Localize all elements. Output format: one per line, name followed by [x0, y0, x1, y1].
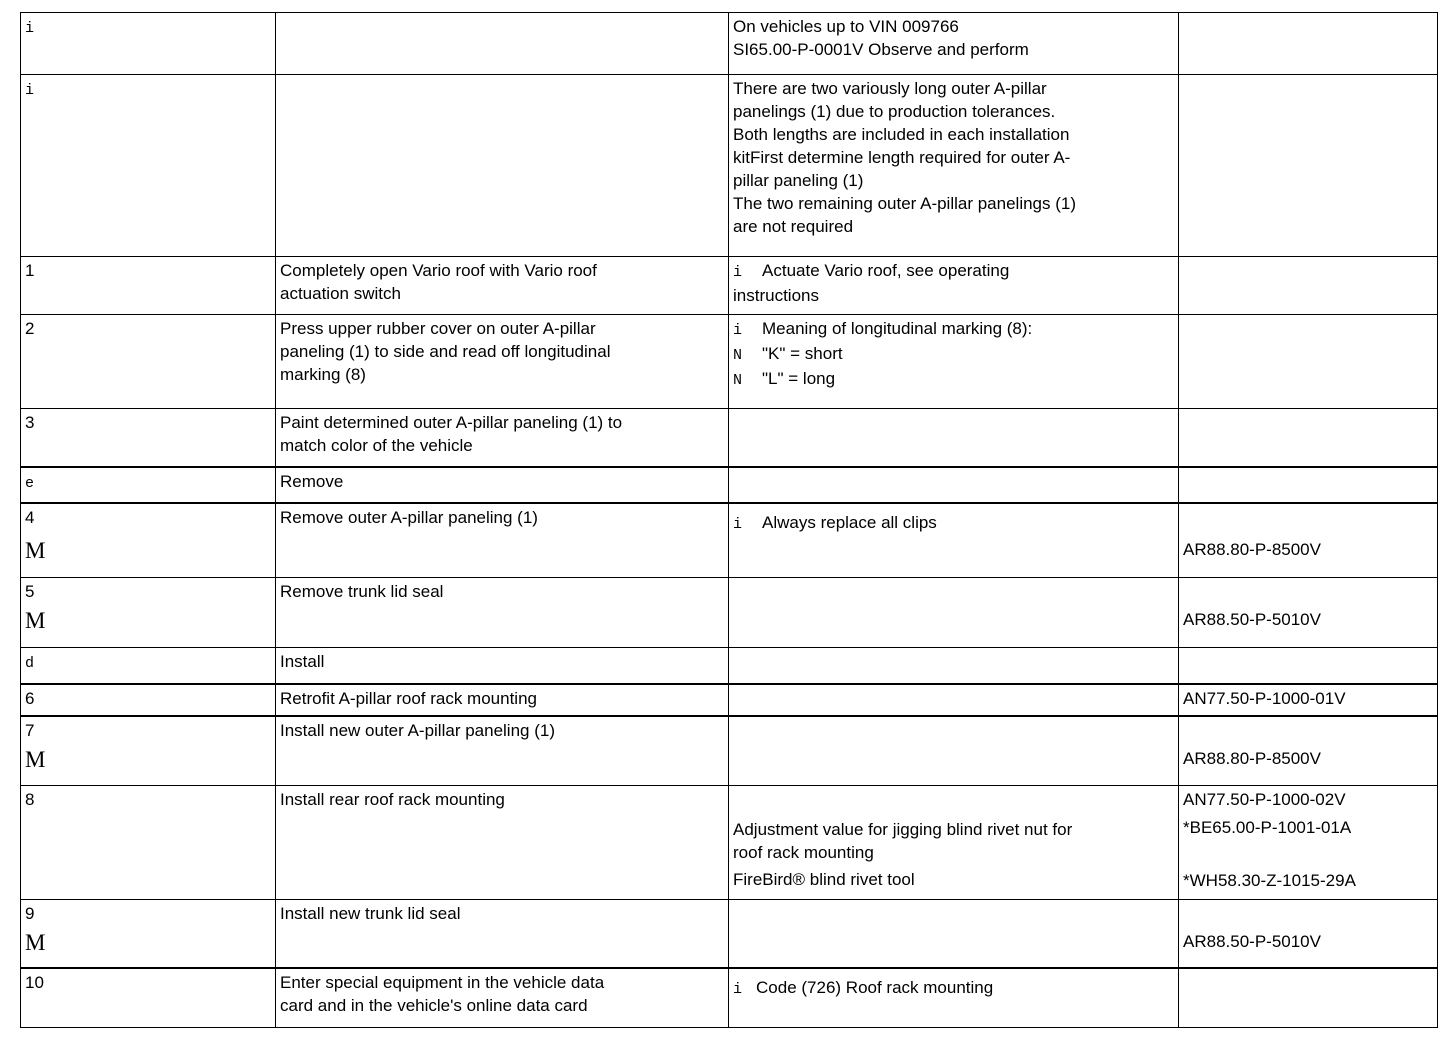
reference-cell — [1179, 257, 1438, 315]
note-text: instructions — [733, 286, 819, 305]
note-text: Adjustment value for jigging blind rivet nut for — [733, 820, 1073, 839]
notes-cell — [729, 968, 1179, 1028]
notes-cell — [729, 467, 1179, 503]
note-text: On vehicles up to VIN 009766 — [733, 17, 959, 36]
action-text: card and in the vehicle's online data card — [280, 995, 588, 1015]
step-number: 1 — [25, 261, 35, 280]
info-icon: i — [733, 322, 743, 339]
notes-cell — [729, 13, 1179, 75]
step-number: 4 — [25, 507, 35, 527]
table-row — [21, 75, 1438, 257]
table-row — [21, 900, 1438, 968]
notes-cell — [729, 648, 1179, 684]
note-text: SI65.00-P-0001V Observe and perform — [733, 40, 1029, 59]
note-text: FireBird® blind rivet tool — [733, 870, 915, 889]
action-cell — [276, 257, 729, 315]
table-row — [21, 13, 1438, 75]
manual-icon: M — [25, 608, 46, 633]
action-cell — [276, 968, 729, 1028]
section-heading: Remove — [280, 471, 344, 491]
action-text: match color of the vehicle — [280, 436, 473, 455]
info-icon: i — [733, 264, 743, 281]
note-bullet-icon: N — [733, 372, 743, 389]
reference-cell — [1179, 315, 1438, 409]
table-row — [21, 716, 1438, 786]
table-row — [21, 503, 1438, 578]
reference-cell — [1179, 786, 1438, 900]
reference-cell — [1179, 716, 1438, 786]
action-text: Press upper rubber cover on outer A-pillar — [280, 319, 596, 338]
note-text: roof rack mounting — [733, 843, 874, 862]
action-text: Install new trunk lid seal — [280, 904, 461, 923]
action-text: Completely open Vario roof with Vario roof — [280, 261, 597, 280]
step-number: 5 — [25, 582, 35, 601]
action-text: marking (8) — [280, 365, 366, 384]
table-row — [21, 684, 1438, 716]
action-cell — [276, 648, 729, 684]
notes-cell — [729, 257, 1179, 315]
action-text: Enter special equipment in the vehicle data — [280, 972, 605, 992]
step-cell — [21, 684, 276, 716]
table-row — [21, 968, 1438, 1028]
step-cell — [21, 315, 276, 409]
table-row — [21, 315, 1438, 409]
reference-link[interactable]: *WH58.30-Z-1015-29A — [1183, 871, 1356, 890]
note-text: Both lengths are included in each installation — [733, 125, 1070, 144]
action-text: paneling (1) to side and read off longitudinal — [280, 342, 611, 361]
info-icon: i — [25, 20, 35, 37]
info-icon: i — [733, 515, 743, 533]
note-text: Actuate Vario roof, see operating — [762, 261, 1010, 280]
action-cell — [276, 786, 729, 900]
reference-cell — [1179, 648, 1438, 684]
action-cell — [276, 315, 729, 409]
step-number: 9 — [25, 904, 35, 923]
reference-cell — [1179, 13, 1438, 75]
table-row — [21, 786, 1438, 900]
reference-link[interactable]: *BE65.00-P-1001-01A — [1183, 818, 1352, 837]
remove-icon: e — [25, 474, 35, 492]
notes-cell — [729, 900, 1179, 968]
table-row — [21, 648, 1438, 684]
reference-link[interactable]: AR88.80-P-8500V — [1183, 539, 1321, 559]
note-text: pillar paneling (1) — [733, 171, 864, 190]
section-heading: Install — [280, 652, 325, 671]
action-text: Remove outer A-pillar paneling (1) — [280, 507, 538, 527]
step-number: 6 — [25, 688, 35, 708]
step-number: 2 — [25, 319, 35, 338]
step-cell — [21, 900, 276, 968]
step-cell — [21, 467, 276, 503]
step-cell — [21, 648, 276, 684]
notes-cell — [729, 503, 1179, 578]
step-number: 8 — [25, 790, 35, 809]
reference-link[interactable]: AR88.50-P-5010V — [1183, 932, 1321, 951]
table-row — [21, 257, 1438, 315]
action-text: Install new outer A-pillar paneling (1) — [280, 720, 555, 740]
step-cell — [21, 257, 276, 315]
table-row — [21, 467, 1438, 503]
manual-icon: M — [25, 930, 46, 955]
note-text: "L" = long — [762, 369, 836, 388]
action-text: Paint determined outer A-pillar paneling (1) to — [280, 413, 623, 432]
notes-cell — [729, 578, 1179, 648]
note-text: The two remaining outer A-pillar panelings (1) — [733, 194, 1077, 213]
manual-icon: M — [25, 746, 46, 772]
info-icon: i — [25, 82, 35, 99]
note-text: panelings (1) due to production tolerances. — [733, 102, 1056, 121]
install-icon: d — [25, 655, 35, 672]
table-row — [21, 409, 1438, 467]
notes-cell — [729, 315, 1179, 409]
note-text: Code (726) Roof rack mounting — [756, 977, 994, 997]
info-icon: i — [733, 980, 743, 998]
step-number: 3 — [25, 413, 35, 432]
step-cell — [21, 75, 276, 257]
notes-cell — [729, 786, 1179, 900]
notes-cell — [729, 409, 1179, 467]
action-cell — [276, 900, 729, 968]
step-cell — [21, 716, 276, 786]
note-text: kitFirst determine length required for outer A- — [733, 148, 1071, 167]
reference-link[interactable]: AR88.50-P-5010V — [1183, 610, 1321, 629]
step-cell — [21, 786, 276, 900]
reference-cell — [1179, 75, 1438, 257]
note-text: are not required — [733, 217, 854, 236]
step-cell — [21, 409, 276, 467]
note-text: Meaning of longitudinal marking (8): — [762, 319, 1033, 338]
procedure-table — [20, 12, 1438, 1028]
note-text: Always replace all clips — [762, 512, 937, 532]
reference-cell — [1179, 900, 1438, 968]
step-cell — [21, 13, 276, 75]
action-text: Remove trunk lid seal — [280, 582, 444, 601]
action-cell — [276, 578, 729, 648]
action-cell — [276, 684, 729, 716]
note-text: There are two variously long outer A-pillar — [733, 79, 1047, 98]
note-text: "K" = short — [762, 344, 843, 363]
step-number: 7 — [25, 720, 35, 740]
step-cell — [21, 503, 276, 578]
reference-cell — [1179, 503, 1438, 578]
action-cell — [276, 409, 729, 467]
table-row — [21, 578, 1438, 648]
reference-cell — [1179, 409, 1438, 467]
step-cell — [21, 968, 276, 1028]
action-text: actuation switch — [280, 284, 401, 303]
step-cell — [21, 578, 276, 648]
step-number: 10 — [25, 972, 44, 992]
reference-cell — [1179, 968, 1438, 1028]
action-text: Retrofit A-pillar roof rack mounting — [280, 688, 537, 708]
reference-cell — [1179, 578, 1438, 648]
action-cell — [276, 467, 729, 503]
notes-cell — [729, 684, 1179, 716]
reference-link[interactable]: AN77.50-P-1000-02V — [1183, 790, 1346, 809]
reference-link[interactable]: AR88.80-P-8500V — [1183, 748, 1321, 768]
reference-link[interactable]: AN77.50-P-1000-01V — [1183, 688, 1346, 708]
action-cell — [276, 716, 729, 786]
action-cell — [276, 75, 729, 257]
action-cell — [276, 13, 729, 75]
note-bullet-icon: N — [733, 347, 743, 364]
action-cell — [276, 503, 729, 578]
reference-cell — [1179, 467, 1438, 503]
notes-cell — [729, 75, 1179, 257]
reference-cell — [1179, 684, 1438, 716]
notes-cell — [729, 716, 1179, 786]
manual-icon: M — [25, 537, 46, 563]
action-text: Install rear roof rack mounting — [280, 790, 505, 809]
